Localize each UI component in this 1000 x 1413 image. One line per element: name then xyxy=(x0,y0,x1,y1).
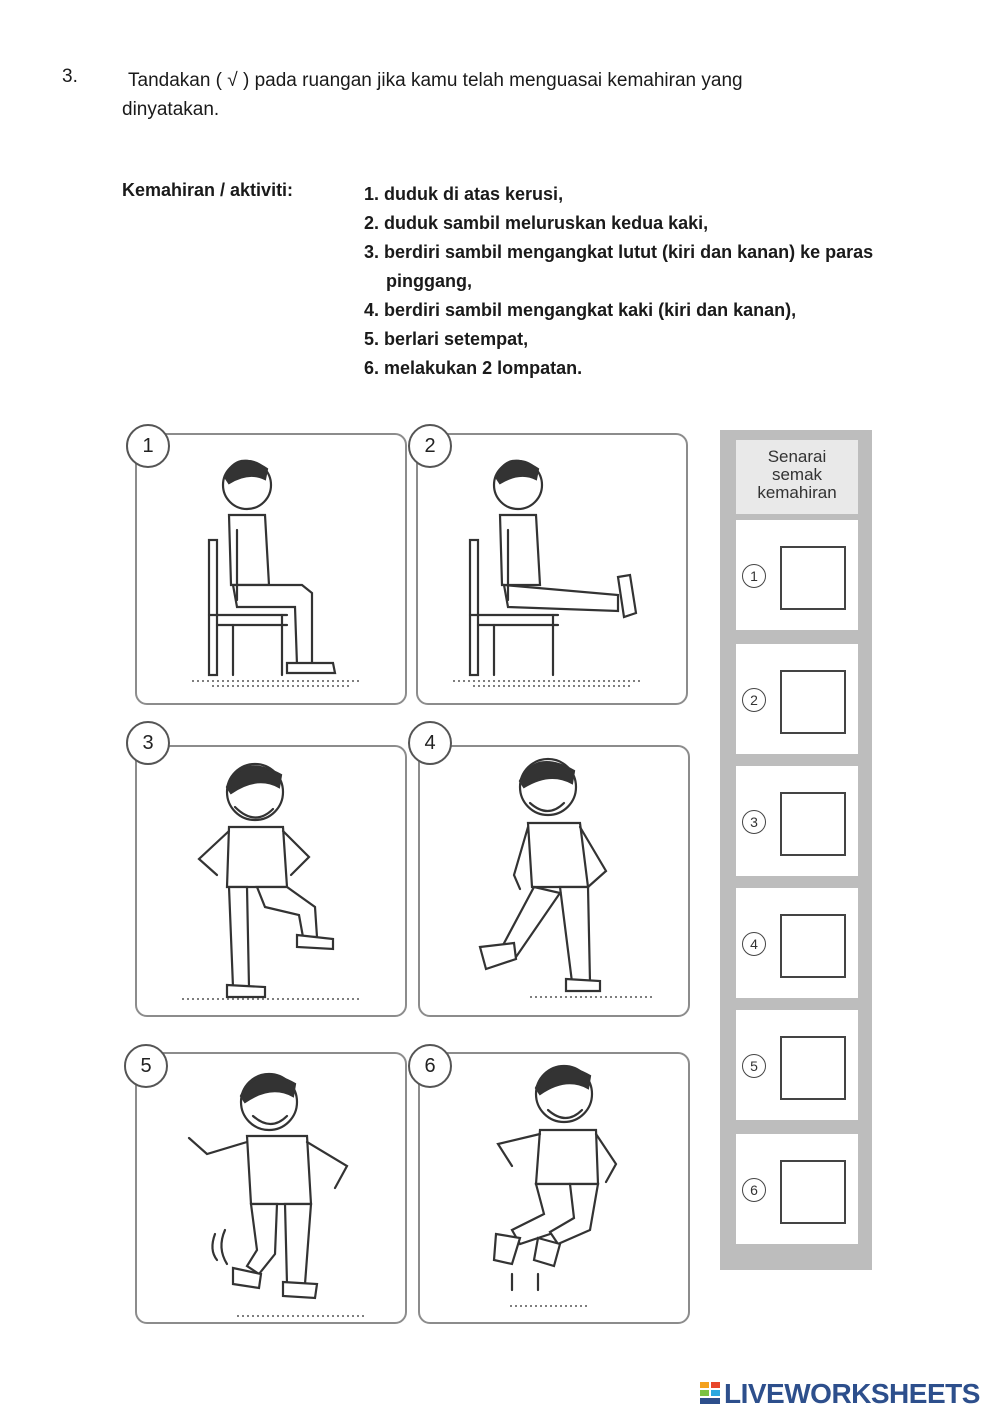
checklist-row-6 xyxy=(736,1134,858,1244)
jumping-boy-illustration xyxy=(420,1054,688,1322)
panel-number-badge-4: 4 xyxy=(408,721,452,765)
panel-number-badge-6: 6 xyxy=(408,1044,452,1088)
checklist-row-4 xyxy=(736,888,858,998)
panel-number-badge-3: 3 xyxy=(126,721,170,765)
sitting-boy-illustration xyxy=(137,435,405,703)
panel-number-badge-5: 5 xyxy=(124,1044,168,1088)
skill-item-4: 4. berdiri sambil mengangkat kaki (kiri dan kanan), xyxy=(364,300,797,320)
checklist-title-line-3: kemahiran xyxy=(757,483,837,502)
checklist-row-number-2: 2 xyxy=(742,688,766,712)
sitting-legs-straight-illustration xyxy=(418,435,686,703)
running-boy-illustration xyxy=(137,1054,405,1322)
checkbox-skill-3[interactable] xyxy=(780,792,846,856)
question-line-2: dinyatakan. xyxy=(122,99,220,120)
skills-label: Kemahiran / aktiviti: xyxy=(122,180,294,200)
checklist-row-number-3: 3 xyxy=(742,810,766,834)
activity-panel-2 xyxy=(416,433,688,705)
skill-item-1: 1. duduk di atas kerusi, xyxy=(364,184,564,204)
checkbox-skill-5[interactable] xyxy=(780,1036,846,1100)
checklist-title-line-1: Senarai xyxy=(767,447,827,466)
checkbox-skill-6[interactable] xyxy=(780,1160,846,1224)
activity-panel-3 xyxy=(135,745,407,1017)
question-text xyxy=(122,66,842,124)
checkbox-skill-1[interactable] xyxy=(780,546,846,610)
leg-lift-boy-illustration xyxy=(420,747,688,1015)
skill-item-2: 2. duduk sambil meluruskan kedua kaki, xyxy=(364,213,709,233)
skill-item-3: 3. berdiri sambil mengangkat lutut (kiri dan kanan) ke paras pinggang, xyxy=(364,242,874,291)
checklist-title xyxy=(736,440,858,514)
skills-list xyxy=(364,180,924,383)
question-number: 3. xyxy=(62,66,78,87)
checklist-row-3 xyxy=(736,766,858,876)
question-line-1: Tandakan ( √ ) pada ruangan jika kamu telah menguasai kemahiran yang xyxy=(128,70,743,91)
panel-number-badge-2: 2 xyxy=(408,424,452,468)
checklist-row-1 xyxy=(736,520,858,630)
watermark-text: LIVEWORKSHEETS xyxy=(724,1378,980,1409)
checklist-row-5 xyxy=(736,1010,858,1120)
liveworksheets-logo xyxy=(700,1378,992,1408)
panel-number-badge-1: 1 xyxy=(126,424,170,468)
skill-checklist xyxy=(720,430,872,1270)
activity-panel-4 xyxy=(418,745,690,1017)
checklist-title-line-2: semak xyxy=(771,465,823,484)
activity-panel-5 xyxy=(135,1052,407,1324)
knee-lift-boy-illustration xyxy=(137,747,405,1015)
skill-item-6: 6. melakukan 2 lompatan. xyxy=(364,358,583,378)
checklist-row-number-6: 6 xyxy=(742,1178,766,1202)
skill-item-5: 5. berlari setempat, xyxy=(364,329,529,349)
checklist-row-number-5: 5 xyxy=(742,1054,766,1078)
checklist-row-2 xyxy=(736,644,858,754)
checkbox-skill-2[interactable] xyxy=(780,670,846,734)
activity-panel-6 xyxy=(418,1052,690,1324)
checkbox-skill-4[interactable] xyxy=(780,914,846,978)
activity-panel-1 xyxy=(135,433,407,705)
liveworksheets-logo-icon xyxy=(700,1382,720,1404)
checklist-row-number-1: 1 xyxy=(742,564,766,588)
checklist-row-number-4: 4 xyxy=(742,932,766,956)
